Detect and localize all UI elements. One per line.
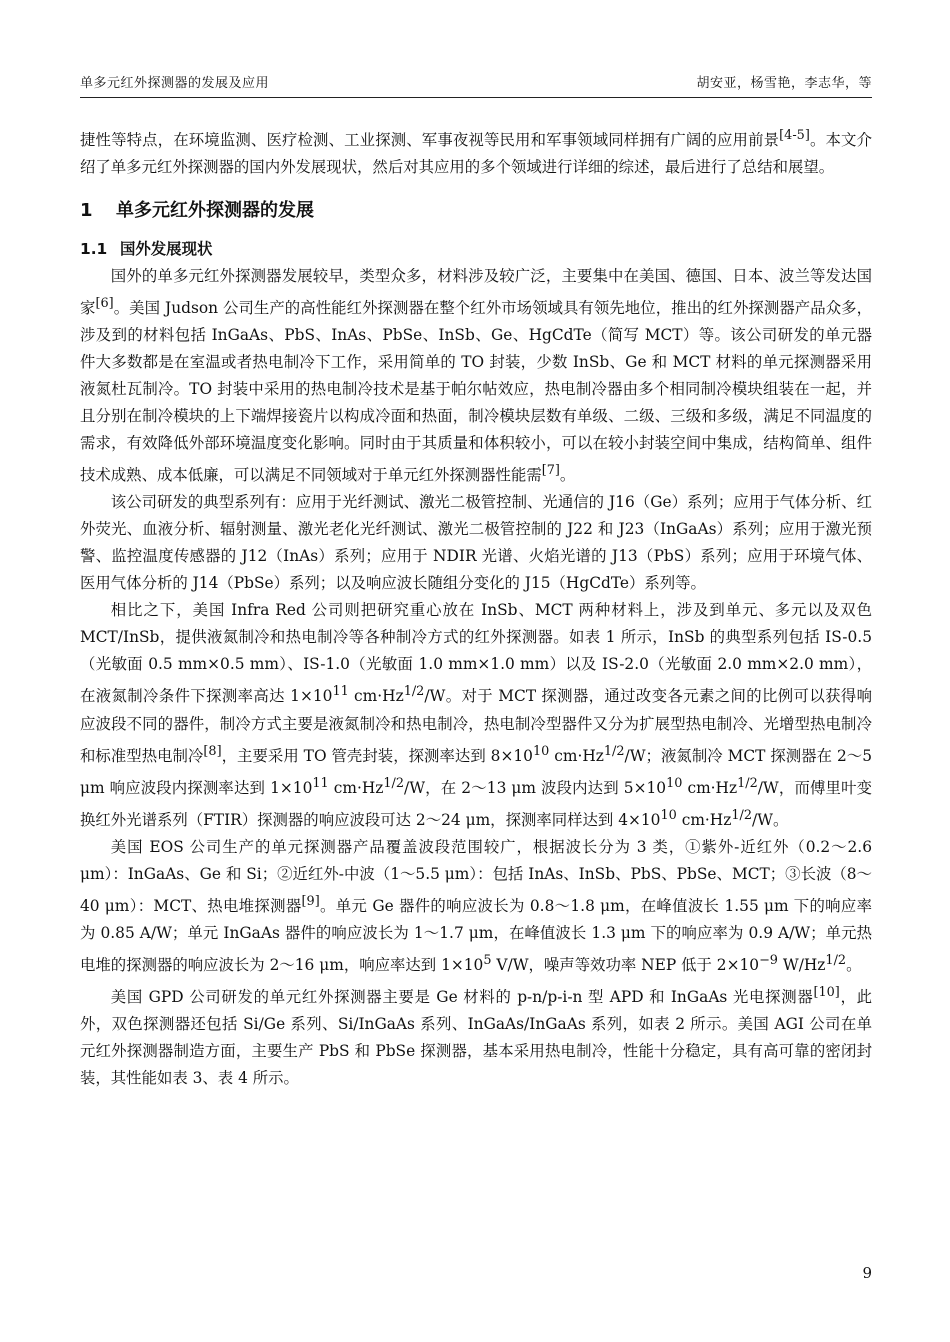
running-header-authors: 胡安亚，杨雪艳，李志华，等 <box>696 76 872 91</box>
citation: [4-5] <box>779 128 810 143</box>
header-rule <box>80 97 872 98</box>
subsection-heading: 1.1 国外发展现状 <box>80 240 213 259</box>
paragraph-eos: 美国 EOS 公司生产的单元探测器产品覆盖波段范围较广，根据波长分为 3 类，①紫外-近红外（0.2～2.6 μm）：InGaAs、Ge 和 Si；②近红外-中波（1～5.5 μm）：包括 InAs、InSb、PbS、PbSe、MCT；③长波（8～40 μm）：MCT、热电堆探测器[9]。单元 Ge 器件的响应波长为 0.8～1.8 μm，在峰值波长 1.55 μm 下的响应率为 0.85 A/W；单元 InGaAs 器件的响应波长为 1～1.7 μm，在峰值波长 1.3 μm 下的响应率为 0.9 A/W；单元热电堆的探测器的响应波长为 2～16 μm，响应率达到 $1\times 10^5$ V/W，噪声等效功率 NEP 低于 $2\times 10^{-9}$ $W/Hz^{1/2}$。 <box>80 837 872 975</box>
citation: [6] <box>95 296 114 312</box>
paragraph-judson: 国外的单多元红外探测器发展较早，类型众多，材料涉及较广泛，主要集中在美国、德国、日本、波兰等发达国家[6]。美国 Judson 公司生产的高性能红外探测器在整个红外市场领域具有领先地位，推出的红外探测器产品众多，涉及到的材料包括 InGaAs、PbS、InAs、PbSe、InSb、Ge、HgCdTe（简写 MCT）等。该公司研发的单元器件大多数都是在室温或者热电制冷下工作，采用简单的 TO 封装，少数 InSb、Ge 和 MCT 材料的单元探测器采用液氮杜瓦制冷。TO 封装中采用的热电制冷技术是基于帕尔帖效应，热电制冷器由多个相同制冷模块组装在一起，并且分别在制冷模块的上下端焊接瓷片以构成冷面和热面，制冷模块层数有单级、二级、三级和多级，满足不同温度的需求，有效降低外部环境温度变化影响。同时由于其质量和体积较小，可以在较小封装空间中集成，结构简单、组件技术成熟、成本低廉，可以满足不同领域对于单元红外探测器性能需[7]。 <box>80 267 872 485</box>
running-header-title: 单多元红外探测器的发展及应用 <box>80 76 270 91</box>
citation: [7] <box>541 463 560 479</box>
paragraph-gpd: 美国 GPD 公司研发的单元红外探测器主要是 Ge 材料的 p-n/p-i-n 型 APD 和 InGaAs 光电探测器[10]，此外，双色探测器还包括 Si/Ge 系列、Si/InGaAs 系列、InGaAs/InGaAs 系列，如表 2 所示。美国 AGI 公司在单元红外探测器制造方面，主要生产 PbS 和 PbSe 探测器，基本采用热电制冷，性能十分稳定，具有高可靠的密闭封装，其性能如表 3、表 4 所示。 <box>80 985 872 1088</box>
section-heading: 1 单多元红外探测器的发展 <box>80 200 314 222</box>
running-header <box>80 72 872 96</box>
intro-paragraph: 捷性等特点，在环境监测、医疗检测、工业探测、军事夜视等民用和军事领域同样拥有广阔的应用前景[4-5]。本文介绍了单多元红外探测器的国内外发展现状，然后对其应用的多个领域进行详细的综述，最后进行了总结和展望。 <box>80 128 872 177</box>
citation: [10] <box>813 985 840 1001</box>
citation: [9] <box>301 893 320 909</box>
page-number: 9 <box>862 1264 872 1282</box>
citation: [8] <box>203 743 222 759</box>
paragraph-infrared: 相比之下，美国 Infra Red 公司则把研究重心放在 InSb、MCT 两种材料上，涉及到单元、多元以及双色 MCT/InSb，提供液氮制冷和热电制冷等各种制冷方式的红外探测器。如表 1 所示，InSb 的典型系列包括 IS-0.5（光敏面 0.5 mm×0.5 mm）、IS-1.0（光敏面 1.0 mm×1.0 mm）以及 IS-2.0（光敏面 2.0 mm×2.0 mm），在液氮制冷条件下探测率高达 $1\times 10^{11}$ $cm\cdot Hz^{1/2}/W$。对于 MCT 探测器，通过改变各元素之间的比例可以获得响应波段不同的器件，制冷方式主要是液氮制冷和热电制冷，热电制冷型器件又分为扩展型热电制冷、光增型热电制冷和标准型热电制冷[8]，主要采用 TO 管壳封装，探测率达到 $8\times 10^{10}$ $cm\cdot Hz^{1/2}/W$；液氮制冷 MCT 探测器在 2～5 μm 响应波段内探测率达到 $1\times 10^{11}$ $cm\cdot Hz^{1/2}/W$，在 2～13 μm 波段内达到 $5\times 10^{10}$ $cm\cdot Hz^{1/2}/W$，而傅里叶变换红外光谱系列（FTIR）探测器的响应波段可达 2～24 μm，探测率同样达到 $4\times 10^{10}$ $cm\cdot Hz^{1/2}/W$。 <box>80 601 873 829</box>
article-body <box>80 122 872 1092</box>
paragraph-series: 该公司研发的典型系列有：应用于光纤测试、激光二极管控制、光通信的 J16（Ge）系列；应用于气体分析、红外荧光、血液分析、辐射测量、激光老化光纤测试、激光二极管控制的 J22 和 J23（InGaAs）系列；应用于激光预警、监控温度传感器的 J12（InAs）系列；应用于 NDIR 光谱、火焰光谱的 J13（PbS）系列；应用于环境气体、医用气体分析的 J14（PbSe）系列；以及响应波长随组分变化的 J15（HgCdTe）系列等。 <box>80 493 872 593</box>
